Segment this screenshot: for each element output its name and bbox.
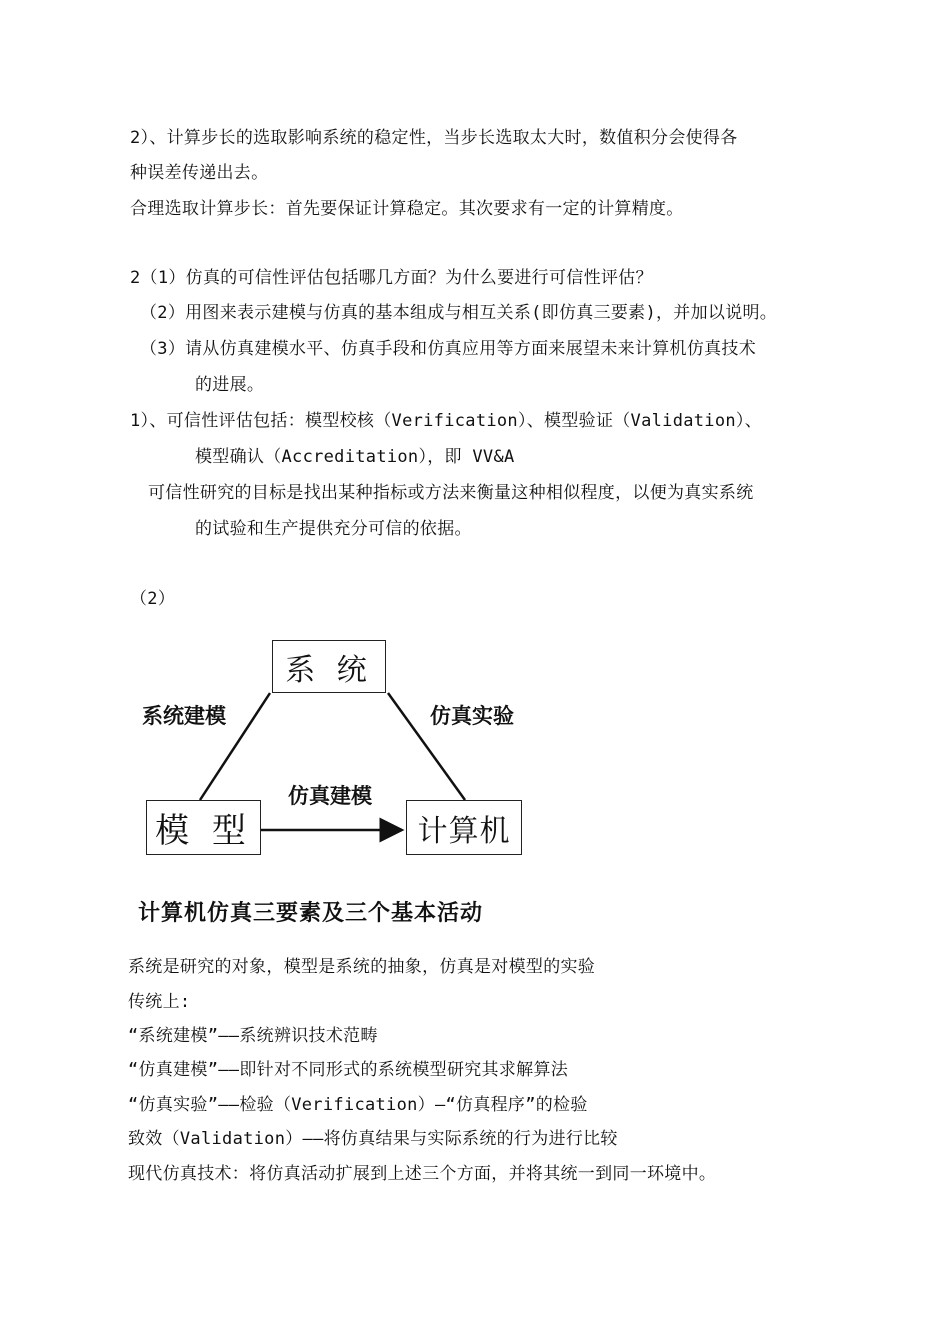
simulation-elements-diagram [130, 630, 550, 870]
question-3-line1: （3）请从仿真建模水平、仿真手段和仿真应用等方面来展望未来计算机仿真技术 [140, 339, 757, 359]
node-computer-label: 计算机 [417, 813, 511, 849]
answer-1-line2: 模型确认（Accreditation），即 VV&A [195, 447, 515, 467]
explanation-line4: “仿真建模”——即针对不同形式的系统模型研究其求解算法 [128, 1060, 569, 1080]
question-3-line2: 的进展。 [195, 375, 265, 395]
paragraph-step-size-line2: 种误差传递出去。 [130, 163, 269, 183]
answer-1-line4: 的试验和生产提供充分可信的依据。 [195, 519, 472, 539]
label-sim-modeling: 仿真建模 [288, 784, 372, 808]
explanation-line2: 传统上: [128, 992, 191, 1012]
node-system-label: 系 统 [285, 652, 373, 688]
explanation-line6: 致效（Validation）——将仿真结果与实际系统的行为进行比较 [128, 1129, 618, 1149]
diagram-caption: 计算机仿真三要素及三个基本活动 [138, 901, 484, 926]
answer-1-line3: 可信性研究的目标是找出某种指标或方法来衡量这种相似程度，以便为真实系统 [148, 483, 754, 503]
node-system [272, 640, 386, 693]
explanation-line7: 现代仿真技术：将仿真活动扩展到上述三个方面，并将其统一到同一环境中。 [128, 1164, 717, 1184]
paragraph-step-size-line3: 合理选取计算步长：首先要保证计算稳定。其次要求有一定的计算精度。 [130, 199, 684, 219]
node-computer [406, 800, 522, 855]
label-sim-experiment: 仿真实验 [430, 704, 514, 728]
node-model-label: 模 型 [155, 811, 252, 851]
paragraph-step-size-line1: 2）、计算步长的选取影响系统的稳定性，当步长选取太大时，数值积分会使得各 [130, 128, 738, 148]
explanation-line1: 系统是研究的对象，模型是系统的抽象，仿真是对模型的实验 [128, 957, 596, 977]
explanation-line5: “仿真实验”——检验（Verification）—“仿真程序”的检验 [128, 1095, 588, 1115]
answer-2-label: （2） [130, 589, 176, 609]
explanation-line3: “系统建模”——系统辨识技术范畴 [128, 1026, 378, 1046]
node-model [146, 800, 261, 855]
question-1: 2（1）仿真的可信性评估包括哪几方面？为什么要进行可信性评估？ [130, 268, 653, 288]
question-2: （2）用图来表示建模与仿真的基本组成与相互关系(即仿真三要素)，并加以说明。 [140, 303, 778, 323]
label-system-modeling: 系统建模 [142, 704, 226, 728]
answer-1-line1: 1）、可信性评估包括：模型校核（Verification）、模型验证（Validation）、 [130, 411, 763, 431]
